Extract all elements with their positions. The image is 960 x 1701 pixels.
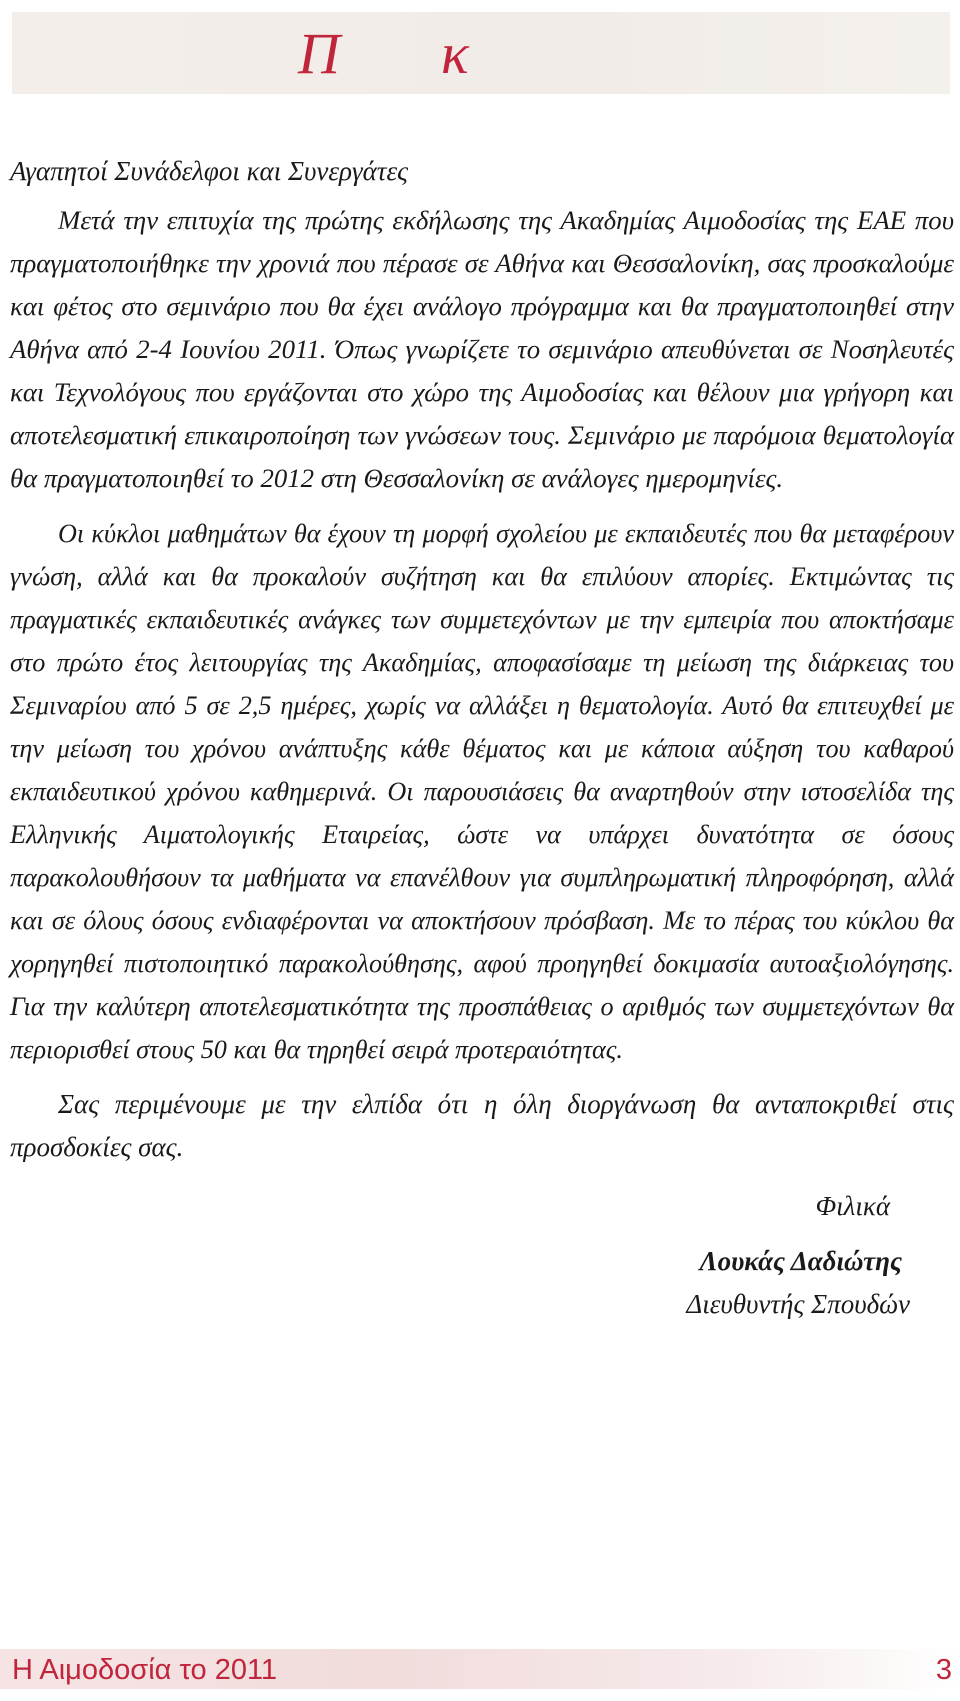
page-header-title: Π κ (298, 21, 471, 86)
letter-paragraph-3: Σας περιμένουμε με την ελπίδα ότι η όλη διοργάνωση θα ανταποκριθεί στις προσδοκίες σας. (10, 1089, 954, 1162)
letter-body (10, 150, 954, 1326)
letter-salutation: Αγαπητοί Συνάδελφοι και Συνεργάτες (10, 156, 409, 186)
footer-publication-title: Η Αιμοδοσία το 2011 (12, 1654, 278, 1686)
header-band (12, 12, 950, 94)
letter-closing: Φιλικά (815, 1191, 890, 1221)
signer-name: Λουκάς Δαδιώτης (699, 1246, 902, 1276)
page-number: 3 (935, 1654, 952, 1686)
signer-title: Διευθυντής Σπουδών (686, 1289, 910, 1319)
letter-paragraph-1: Μετά την επιτυχία της πρώτης εκδήλωσης της Ακαδημίας Αιμοδοσίας της ΕΑΕ που πραγματοποιήθηκε την χρονιά που πέρασε σε Αθήνα και Θεσσαλονίκη, σας προσκαλούμε και φέτος στο σεμινάριο που θα έχει ανάλογο πρόγραμμα και θα πραγματοποιηθεί στην Αθήνα από 2-4 Ιουνίου 2011. Όπως γνωρίζετε το σεμινάριο απευθύνεται σε Νοσηλευτές και Τεχνολόγους που εργάζονται στο χώρο της Αιμοδοσίας και θέλουν μια γρήγορη και αποτελεσματική επικαιροποίηση των γνώσεων τους. Σεμινάριο με παρόμοια θεματολογία θα πραγματοποιηθεί το 2012 στη Θεσσαλονίκη σε ανάλογες ημερομηνίες. (10, 205, 954, 493)
letter-paragraph-2: Οι κύκλοι μαθημάτων θα έχουν τη μορφή σχολείου με εκπαιδευτές που θα μεταφέρουν γνώση, αλλά και θα προκαλούν συζήτηση και θα επιλύουν απορίες. Εκτιμώντας τις πραγματικές εκπαιδευτικές ανάγκες των συμμετεχόντων με την εμπειρία που αποκτήσαμε στο πρώτο έτος λειτουργίας της Ακαδημίας, αποφασίσαμε τη μείωση της διάρκειας του Σεμιναρίου από 5 σε 2,5 ημέρες, χωρίς να αλλάξει η θεματολογία. Αυτό θα επιτευχθεί με την μείωση του χρόνου ανάπτυξης κάθε θέματος και με κάποια αύξηση του καθαρού εκπαιδευτικού χρόνου καθημερινά. Οι παρουσιάσεις θα αναρτηθούν στην ιστοσελίδα της Ελληνικής Αιματολογικής Εταιρείας, ώστε να υπάρχει δυνατότητα σε όσους παρακολουθήσουν τα μαθήματα να επανέλθουν για συμπληρωματική πληροφόρηση, αλλά και σε όλους όσους ενδιαφέρονται να αποκτήσουν πρόσβαση. Με το πέρας του κύκλου θα χορηγηθεί πιστοποιητικό παρακολούθησης, αφού προηγηθεί δοκιμασία αυτοαξιολόγησης. Για την καλύτερη αποτελεσματικότητα της προσπάθειας ο αριθμός των συμμετεχόντων θα περιορισθεί στους 50 και θα τηρηθεί σειρά προτεραιότητας. (10, 519, 954, 1064)
